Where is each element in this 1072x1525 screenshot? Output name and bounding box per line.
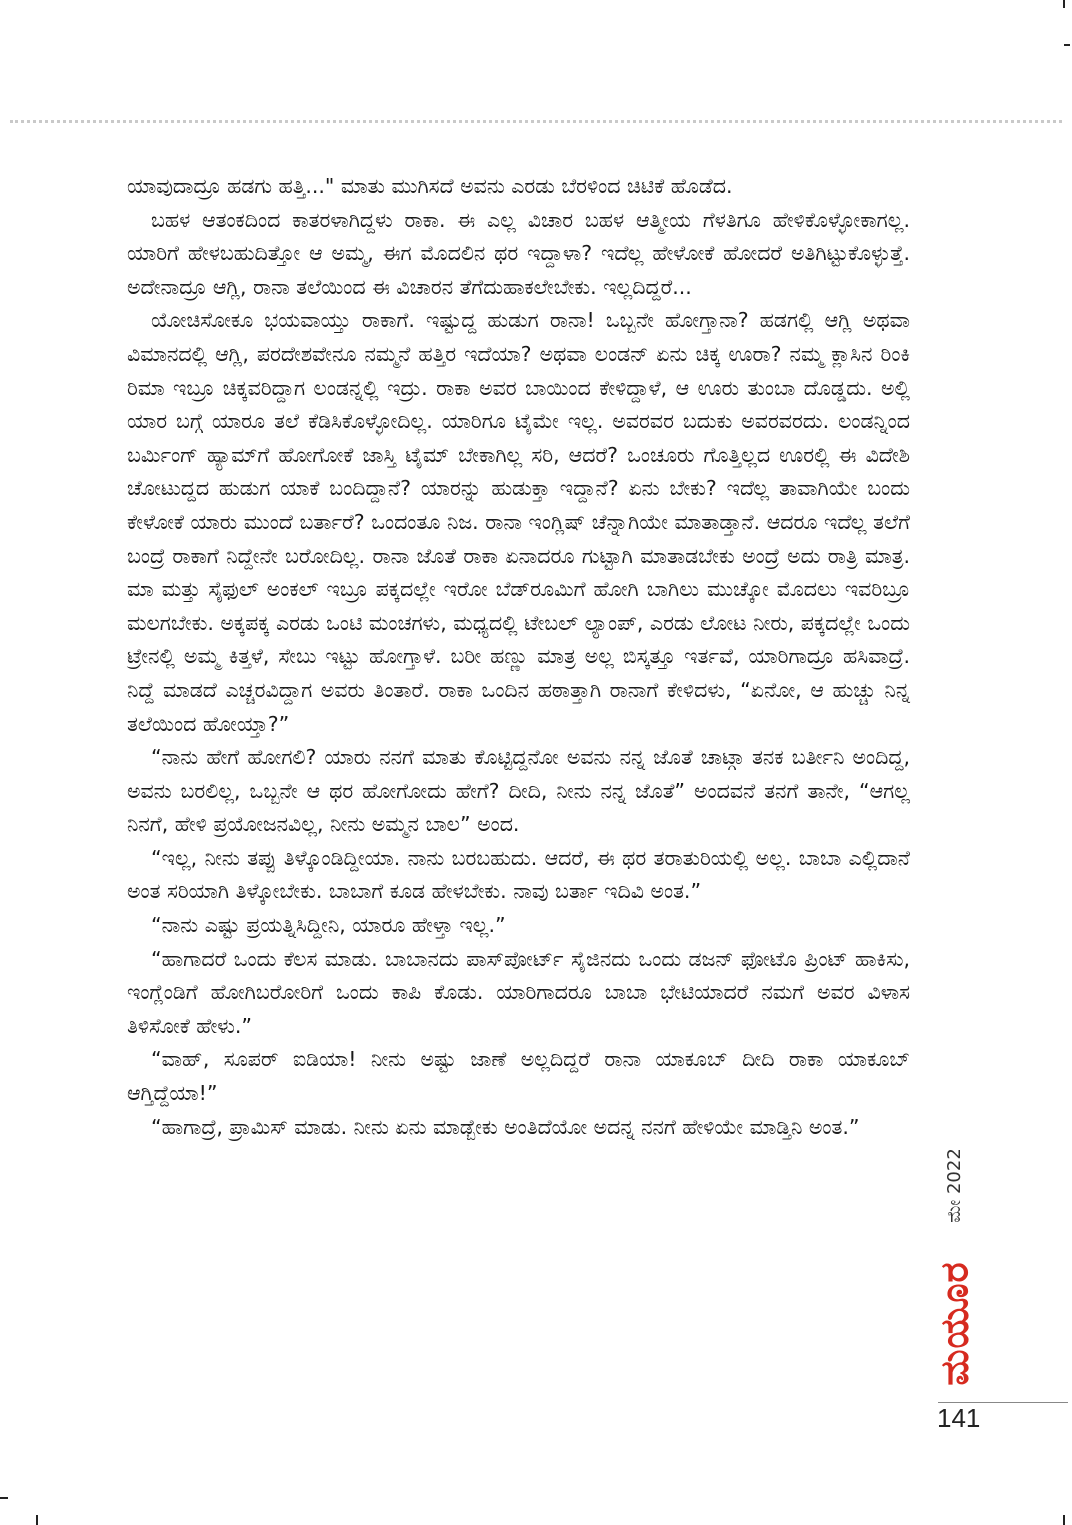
crop-mark-bottom bbox=[1063, 1515, 1065, 1525]
magazine-logo-text: ಮಯೂರ bbox=[932, 1260, 977, 1386]
issue-date bbox=[924, 1130, 984, 1240]
article-paragraph: ಯಾವುದಾದ್ರೂ ಹಡಗು ಹತ್ತಿ..." ಮಾತು ಮುಗಿಸದೆ ಅವನು ಎರಡು ಬೆರಳಿಂದ ಚಿಟಿಕೆ ಹೊಡೆದ. bbox=[127, 174, 733, 198]
header-dotted-rule bbox=[10, 120, 1062, 123]
article-paragraph: ಬಹಳ ಆತಂಕದಿಂದ ಕಾತರಳಾಗಿದ್ದಳು ರಾಕಾ. ಈ ಎಲ್ಲ ವಿಚಾರ ಬಹಳ ಆತ್ಮೀಯ ಗೆಳತಿಗೂ ಹೇಳಿಕೊಳ್ಳೋಕಾಗಲ್ಲ. ಯಾರಿಗೆ ಹೇಳಬಹುದಿತ್ತೋ ಆ ಅಮ್ಮ, ಈಗ ಮೊದಲಿನ ಥರ ಇದ್ದಾಳಾ? ಇದೆಲ್ಲ ಹೇಳೋಕೆ ಹೋದರೆ ಅತಿಗಿಟ್ಟುಕೊಳ್ಳುತ್ತೆ. ಅದೇನಾದ್ರೂ ಆಗ್ಲಿ, ರಾನಾ ತಲೆಯಿಂದ ಈ ವಿಚಾರನ ತೆಗೆದುಹಾಕಲೇಬೇಕು. ಇಲ್ಲದಿದ್ದರೆ... bbox=[127, 207, 910, 299]
article-paragraph: “ಹಾಗಾದರೆ ಒಂದು ಕೆಲಸ ಮಾಡು. ಬಾಬಾನದು ಪಾಸ್‌ಪೋರ್ಟ್ ಸೈಜಿನದು ಒಂದು ಡಜನ್ ಫೋಟೊ ಪ್ರಿಂಟ್ ಹಾಕಿಸು, ಇಂಗ್ಲೆಂಡಿಗೆ ಹೋಗಿಬರೋರಿಗೆ ಒಂದು ಕಾಪಿ ಕೊಡು. ಯಾರಿಗಾದರೂ ಬಾಬಾ ಭೇಟಿಯಾದರೆ ನಮಗೆ ಅವರ ವಿಳಾಸ ತಿಳಿಸೋಕೆ ಹೇಳು.” bbox=[127, 946, 910, 1038]
article-paragraph: “ವಾಹ್, ಸೂಪರ್ ಐಡಿಯಾ! ನೀನು ಅಷ್ಟು ಜಾಣೆ ಅಲ್ಲದಿದ್ದರೆ ರಾನಾ ಯಾಕೂಬ್ ದೀದಿ ರಾಕಾ ಯಾಕೂಬ್ ಆಗ್ತಿದ್ದೆಯಾ!” bbox=[127, 1047, 910, 1106]
crop-mark-right-top bbox=[1064, 44, 1070, 46]
crop-mark-left-bottom bbox=[0, 1497, 8, 1499]
magazine-logo bbox=[920, 1258, 990, 1388]
article-body bbox=[127, 170, 910, 1144]
article-paragraph: ಯೋಚಿಸೋಕೂ ಭಯವಾಯ್ತು ರಾಕಾಗೆ. ಇಷ್ಟುದ್ದ ಹುಡುಗ ರಾನಾ! ಒಬ್ಬನೇ ಹೋಗ್ತಾನಾ? ಹಡಗಲ್ಲಿ ಆಗ್ಲಿ ಅಥವಾ ವಿಮಾನದಲ್ಲಿ ಆಗ್ಲಿ, ಪರದೇಶವೇನೂ ನಮ್ಮನೆ ಹತ್ತಿರ ಇದೆಯಾ? ಅಥವಾ ಲಂಡನ್ ಏನು ಚಿಕ್ಕ ಊರಾ? ನಮ್ಮ ಕ್ಲಾಸಿನ ರಿಂಕಿ ರಿಮಾ ಇಬ್ರೂ ಚಿಕ್ಕವರಿದ್ದಾಗ ಲಂಡನ್ನಲ್ಲಿ ಇದ್ರು. ರಾಕಾ ಅವರ ಬಾಯಿಂದ ಕೇಳಿದ್ದಾಳೆ, ಆ ಊರು ತುಂಬಾ ದೊಡ್ಡದು. ಅಲ್ಲಿ ಯಾರ ಬಗ್ಗೆ ಯಾರೂ ತಲೆ ಕೆಡಿಸಿಕೊಳ್ಳೋದಿಲ್ಲ. ಯಾರಿಗೂ ಟೈಮೇ ಇಲ್ಲ. ಅವರವರ ಬದುಕು ಅವರವರದು. ಲಂಡನ್ನಿಂದ ಬರ್ಮಿಂಗ್ ಹ್ಯಾಮ್‌ಗೆ ಹೋಗೋಕೆ ಜಾಸ್ತಿ ಟೈಮ್ ಬೇಕಾಗಿಲ್ಲ ಸರಿ, ಆದರೆ? ಒಂಚೂರು ಗೊತ್ತಿಲ್ಲದ ಊರಲ್ಲಿ ಈ ವಿದೇಶಿ ಚೋಟುದ್ದದ ಹುಡುಗ ಯಾಕೆ ಬಂದಿದ್ದಾನೆ? ಯಾರನ್ನು ಹುಡುಕ್ತಾ ಇದ್ದಾನೆ? ಏನು ಬೇಕು? ಇದೆಲ್ಲ ತಾವಾಗಿಯೇ ಬಂದು ಕೇಳೋಕೆ ಯಾರು ಮುಂದೆ ಬರ್ತಾರೆ? ಒಂದಂತೂ ನಿಜ. ರಾನಾ ಇಂಗ್ಲಿಷ್ ಚೆನ್ನಾಗಿಯೇ ಮಾತಾಡ್ತಾನೆ. ಆದರೂ ಇದೆಲ್ಲ ತಲೆಗೆ ಬಂದ್ರೆ ರಾಕಾಗೆ ನಿದ್ದೇನೇ ಬರೋದಿಲ್ಲ. ರಾನಾ ಜೊತೆ ರಾಕಾ ಏನಾದರೂ ಗುಟ್ಟಾಗಿ ಮಾತಾಡಬೇಕು ಅಂದ್ರೆ ಅದು ರಾತ್ರಿ ಮಾತ್ರ. ಮಾ ಮತ್ತು ಸೈಫುಲ್ ಅಂಕಲ್ ಇಬ್ರೂ ಪಕ್ಕದಲ್ಲೇ ಇರೋ ಬೆಡ್‌ರೂಮಿಗೆ ಹೋಗಿ ಬಾಗಿಲು ಮುಚ್ಕೋ ಮೊದಲು ಇವರಿಬ್ರೂ ಮಲಗಬೇಕು. ಅಕ್ಕಪಕ್ಕ ಎರಡು ಒಂಟಿ ಮಂಚಗಳು, ಮಧ್ಯದಲ್ಲಿ ಟೇಬಲ್ ಲ್ಯಾಂಪ್, ಎರಡು ಲೋಟ ನೀರು, ಪಕ್ಕದಲ್ಲೇ ಒಂದು ಟ್ರೇನಲ್ಲಿ ಅಮ್ಮ ಕಿತ್ತಳೆ, ಸೇಬು ಇಟ್ಟು ಹೋಗ್ತಾಳೆ. ಬರೀ ಹಣ್ಣು ಮಾತ್ರ ಅಲ್ಲ ಬಿಸ್ಕತ್ತೂ ಇರ್ತವೆ, ಯಾರಿಗಾದ್ರೂ ಹಸಿವಾದ್ರೆ. ನಿದ್ದೆ ಮಾಡದೆ ಎಚ್ಚರವಿದ್ದಾಗ ಅವರು ತಿಂತಾರೆ. ರಾಕಾ ಒಂದಿನ ಹಠಾತ್ತಾಗಿ ರಾನಾಗೆ ಕೇಳಿದಳು, “ಏನೋ, ಆ ಹುಚ್ಚು ನಿನ್ನ ತಲೆಯಿಂದ ಹೋಯ್ತಾ?” bbox=[127, 308, 910, 736]
crop-mark-bottom-left bbox=[36, 1515, 38, 1525]
page-number: 141 bbox=[937, 1403, 981, 1433]
issue-date-label: ಮೇ 2022 bbox=[943, 1147, 965, 1223]
crop-mark-top bbox=[1063, 0, 1065, 8]
article-paragraph: “ಇಲ್ಲ, ನೀನು ತಪ್ಪು ತಿಳ್ಕೊಂಡಿದ್ದೀಯಾ. ನಾನು ಬರಬಹುದು. ಆದರೆ, ಈ ಥರ ತರಾತುರಿಯಲ್ಲಿ ಅಲ್ಲ. ಬಾಬಾ ಎಲ್ಲಿದಾನೆ ಅಂತ ಸರಿಯಾಗಿ ತಿಳ್ಕೋಬೇಕು. ಬಾಬಾಗೆ ಕೂಡ ಹೇಳಬೇಕು. ನಾವು ಬರ್ತಾ ಇದಿವಿ ಅಂತ.” bbox=[127, 845, 910, 904]
article-paragraph: “ನಾನು ಹೇಗೆ ಹೋಗಲಿ? ಯಾರು ನನಗೆ ಮಾತು ಕೊಟ್ಟಿದ್ದನೋ ಅವನು ನನ್ನ ಜೊತೆ ಚಾಟ್ಗಾ ತನಕ ಬರ್ತೀನಿ ಅಂದಿದ್ದ, ಅವನು ಬರಲಿಲ್ಲ, ಒಬ್ಬನೇ ಆ ಥರ ಹೋಗೋದು ಹೇಗೆ? ದೀದಿ, ನೀನು ನನ್ನ ಜೊತೆ” ಅಂದವನೆ ತನಗೆ ತಾನೇ, “ಆಗಲ್ಲ ನಿನಗೆ, ಹೇಳಿ ಪ್ರಯೋಜನವಿಲ್ಲ, ನೀನು ಅಮ್ಮನ ಬಾಲ” ಅಂದ. bbox=[127, 745, 910, 837]
article-paragraph: “ಹಾಗಾದ್ರೆ, ಪ್ರಾಮಿಸ್ ಮಾಡು. ನೀನು ಏನು ಮಾಡ್ಬೇಕು ಅಂತಿದೆಯೋ ಅದನ್ನ ನನಗೆ ಹೇಳಿಯೇ ಮಾಡ್ತಿನಿ ಅಂತ.” bbox=[151, 1114, 860, 1139]
article-paragraph: “ನಾನು ಎಷ್ಟು ಪ್ರಯತ್ನಿಸಿದ್ದೀನಿ, ಯಾರೂ ಹೇಳ್ತಾ ಇಲ್ಲ.” bbox=[151, 913, 506, 938]
